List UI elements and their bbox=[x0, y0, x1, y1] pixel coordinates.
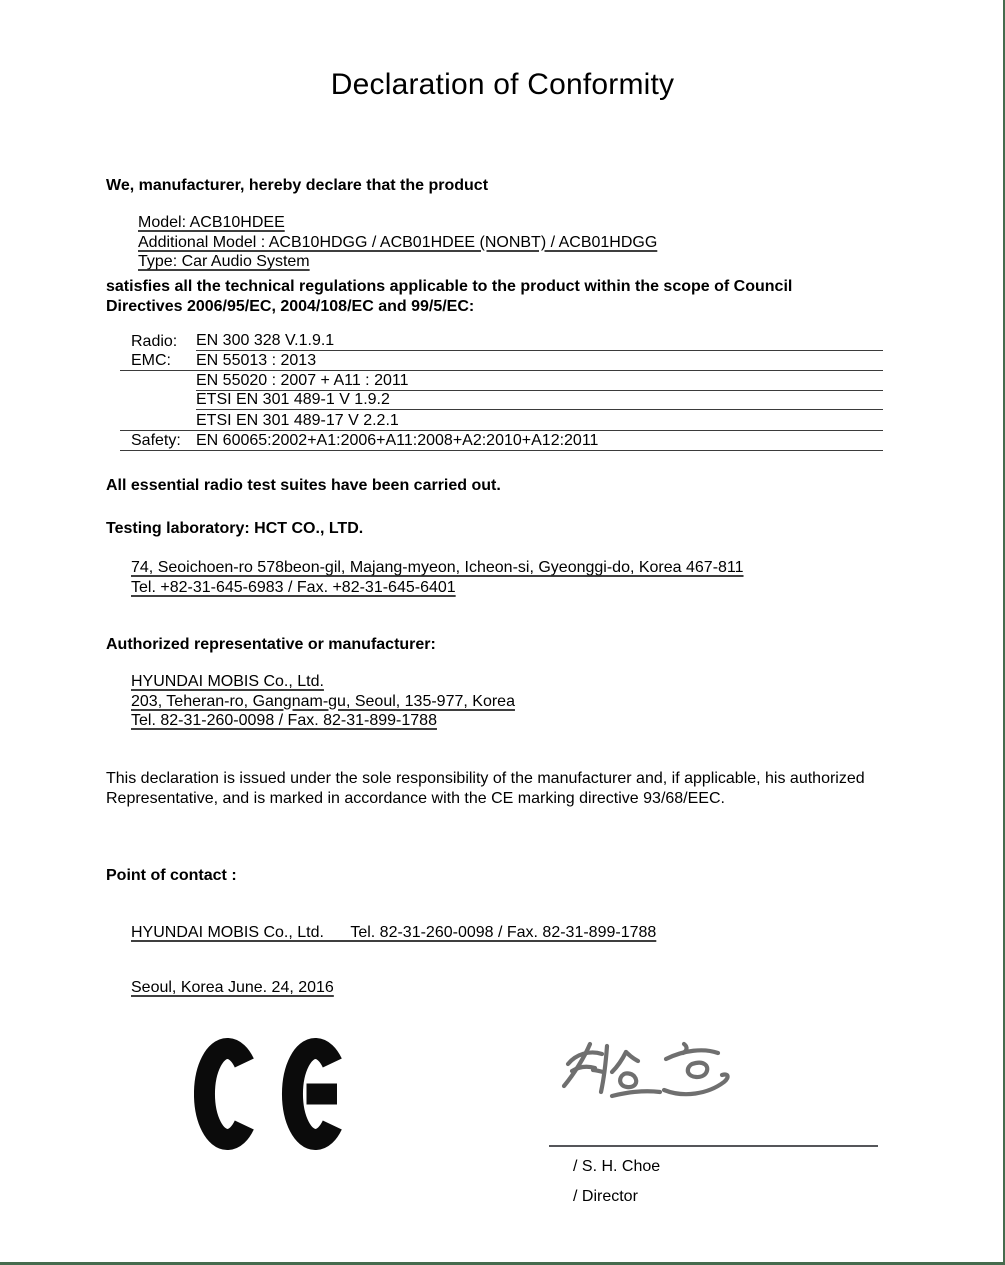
authorized-rep-details bbox=[131, 672, 515, 731]
responsibility-statement: This declaration is issued under the sole responsibility of the manufacturer and, if applicable, his authorized Representative, and is marked in accordance with the CE marking directive 93/68/EEC. bbox=[106, 770, 865, 807]
ce-mark-icon bbox=[194, 1038, 350, 1155]
lab-address-line: 74, Seoichoen-ro 578beon-gil, Majang-myeon, Icheon-si, Gyeonggi-do, Korea 467-811 bbox=[131, 559, 744, 576]
standard-value: EN 55020 : 2007 + A11 : 2011 bbox=[196, 372, 883, 391]
standard-value: EN 60065:2002+A1:2006+A11:2008+A2:2010+A12:2011 bbox=[196, 432, 599, 449]
additional-model-line: Additional Model : ACB10HDGG / ACB01HDEE (NONBT) / ACB01HDGG bbox=[138, 233, 658, 251]
authorized-rep-heading: Authorized representative or manufacturer: bbox=[106, 636, 436, 653]
radio-test-note: All essential radio test suites have been carried out. bbox=[106, 477, 501, 494]
standard-category: Safety: bbox=[131, 432, 181, 449]
table-row bbox=[120, 410, 883, 431]
point-of-contact-heading: Point of contact : bbox=[106, 867, 237, 884]
contact-company-phone-line: HYUNDAI MOBIS Co., Ltd. Tel. 82-31-260-0098 / Fax. 82-31-899-1788 bbox=[131, 924, 657, 941]
standard-value: ETSI EN 301 489-1 V 1.9.2 bbox=[196, 391, 883, 410]
table-row bbox=[120, 371, 883, 391]
satisfies-statement: satisfies all the technical regulations applicable to the product within the scope of Council Directives 2006/95/EC, 2004/108/EC and 99/5/EC: bbox=[106, 278, 793, 315]
place-date-line: Seoul, Korea June. 24, 2016 bbox=[131, 979, 334, 996]
testing-laboratory-details bbox=[131, 558, 744, 597]
signatory-role: / Director bbox=[573, 1188, 638, 1205]
standard-value: EN 300 328 V.1.9.1 bbox=[196, 332, 883, 351]
standards-table bbox=[120, 331, 883, 451]
standard-value: ETSI EN 301 489-17 V 2.2.1 bbox=[196, 411, 399, 429]
table-row bbox=[120, 431, 883, 452]
signature-rule bbox=[549, 1145, 878, 1147]
rep-company-line: HYUNDAI MOBIS Co., Ltd. bbox=[131, 673, 324, 690]
signatory-name: / S. H. Choe bbox=[573, 1158, 661, 1175]
rep-phone-line: Tel. 82-31-260-0098 / Fax. 82-31-899-1788 bbox=[131, 712, 437, 729]
standard-value: EN 55013 : 2013 bbox=[196, 352, 317, 369]
table-row bbox=[120, 391, 883, 411]
intro-statement: We, manufacturer, hereby declare that the product bbox=[106, 177, 489, 194]
page-title: Declaration of Conformity bbox=[330, 68, 675, 101]
rep-address-line: 203, Teheran-ro, Gangnam-gu, Seoul, 135-977, Korea bbox=[131, 692, 515, 710]
signature-icon bbox=[560, 1040, 735, 1115]
table-row bbox=[120, 351, 883, 372]
table-row bbox=[120, 331, 883, 351]
lab-phone-line: Tel. +82-31-645-6983 / Fax. +82-31-645-6401 bbox=[131, 578, 456, 596]
type-line: Type: Car Audio System bbox=[138, 253, 310, 270]
testing-laboratory-heading: Testing laboratory: HCT CO., LTD. bbox=[106, 520, 364, 537]
model-line: Model: ACB10HDEE bbox=[138, 214, 285, 231]
standard-category: EMC: bbox=[131, 352, 171, 369]
product-identification bbox=[138, 213, 657, 272]
standard-category: Radio: bbox=[131, 332, 178, 350]
